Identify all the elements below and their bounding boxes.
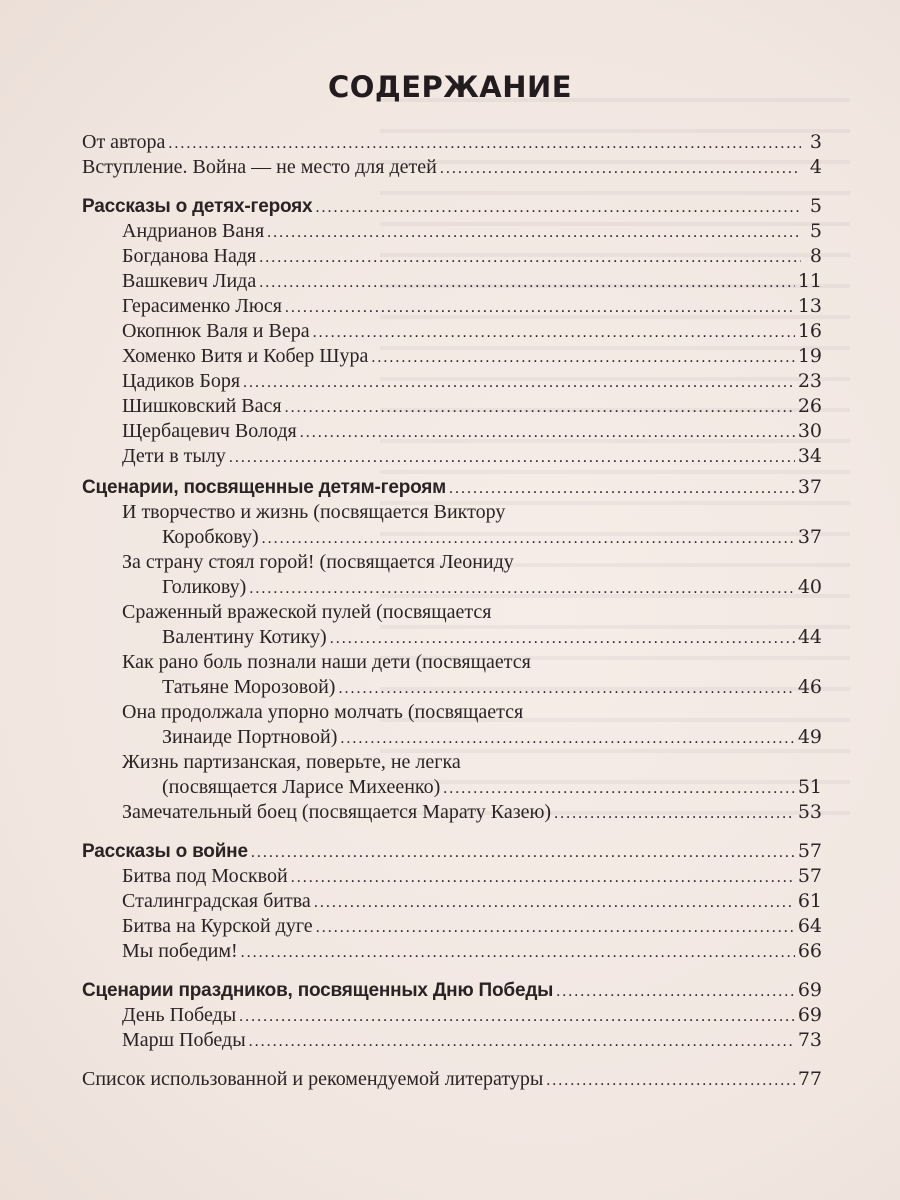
toc-entry-line2: Татьяне Морозовой) ..... 46 [82,675,822,700]
leader-dots [262,526,795,551]
toc-entry-line1: Сраженный вражеской пулей (посвящается [122,601,492,623]
leader-dots [291,865,795,890]
page-number: 40 [797,576,822,598]
toc-entry: Цадиков Боря ..... 23 [82,369,822,394]
leader-dots [239,1004,795,1029]
leader-dots [449,476,795,501]
page-number: 30 [797,420,822,442]
page-number: 57 [797,840,822,862]
leader-dots [249,576,794,601]
leader-dots [340,726,794,751]
page-number: 53 [797,801,822,823]
toc-section-heading: Рассказы о войне ..... 57 [82,839,822,864]
toc-entry: Дети в тылу ..... 34 [82,444,822,469]
page-number: 64 [797,915,822,937]
toc-section-heading: Рассказы о детях-героях ..... 5 [82,194,822,219]
toc-entry: Вашкевич Лида ..... 11 [82,269,822,294]
toc-entry-line2: Коробкову) ..... 37 [82,525,822,550]
leader-dots [313,320,795,345]
toc-entry: От автора ..... 3 [82,130,822,155]
page-number: 23 [797,370,822,392]
leader-dots [316,915,795,940]
leader-dots [338,676,794,701]
leader-dots [443,776,795,801]
page-number: 19 [797,345,822,367]
page-number: 5 [809,220,822,242]
leader-dots [315,195,801,220]
leader-dots [251,840,795,865]
toc-entry-line1: Жизнь партизанская, поверьте, не легка [122,751,461,773]
toc-entry: Вступление. Война — не место для детей ..... 4 [82,155,822,180]
toc-entry: Замечательный боец (посвящается Марату Казею) ..... 53 [82,800,822,825]
page-number: 3 [809,131,822,153]
page-number: 16 [797,320,822,342]
toc-entry: Марш Победы ..... 73 [82,1028,822,1053]
page-number: 13 [797,295,822,317]
page-number: 69 [797,1004,822,1026]
leader-dots [556,979,795,1004]
page-number: 37 [797,526,822,548]
page-number: 37 [797,476,822,498]
toc-entry-line1: Она продолжала упорно молчать (посвящается [122,701,524,723]
page-number: 8 [809,245,822,267]
toc-section-heading: Сценарии праздников, посвященных Дню Победы ..... 69 [82,978,822,1003]
toc-entry-line1: И творчество и жизнь (посвящается Виктору [122,501,506,523]
page-number: 4 [809,156,822,178]
page-number: 46 [797,676,822,698]
page-number: 77 [797,1068,822,1090]
page-number: 69 [797,979,822,1001]
page-number: 11 [797,270,822,292]
leader-dots [285,395,795,420]
toc-section-heading: Сценарии, посвященные детям-героям ..... 37 [82,475,822,500]
leader-dots [259,245,801,270]
leader-dots [300,420,795,445]
leader-dots [241,940,795,965]
leader-dots [440,156,801,181]
toc-entry: Мы победим! ..... 66 [82,939,822,964]
page-number: 49 [797,726,822,748]
toc-entry-line1: Как рано боль познали наши дети (посвящается [122,651,531,673]
leader-dots [168,131,801,156]
toc-entry: Шишковский Вася ..... 26 [82,394,822,419]
page-number: 57 [797,865,822,887]
toc-entry: Битва на Курской дуге ..... 64 [82,914,822,939]
page-number: 73 [797,1029,822,1051]
leader-dots [546,1068,795,1093]
toc-entry: День Победы ..... 69 [82,1003,822,1028]
toc-entry: Андрианов Ваня ..... 5 [82,219,822,244]
page-number: 61 [797,890,822,912]
toc-entry: Хоменко Витя и Кобер Шура ..... 19 [82,344,822,369]
page-number: 5 [809,195,822,217]
toc-entry-line1: За страну стоял горой! (посвящается Леониду [122,551,514,573]
toc-entry: Список использованной и рекомендуемой литературы ..... 77 [82,1067,822,1092]
leader-dots [243,370,795,395]
leader-dots [330,626,795,651]
page-number: 66 [797,940,822,962]
toc-entry: Битва под Москвой ..... 57 [82,864,822,889]
toc-entry: Богданова Надя ..... 8 [82,244,822,269]
page-title: СОДЕРЖАНИЕ [327,70,573,104]
page-number: 26 [797,395,822,417]
toc-entry: Сталинградская битва ..... 61 [82,889,822,914]
leader-dots [314,890,795,915]
table-of-contents [82,130,822,1092]
page-number: 51 [797,776,822,798]
toc-entry: Щербацевич Володя ..... 30 [82,419,822,444]
toc-entry: Окопнюк Валя и Вера ..... 16 [82,319,822,344]
leader-dots [259,270,795,295]
leader-dots [554,801,795,826]
leader-dots [267,220,801,245]
leader-dots [285,295,795,320]
leader-dots [249,1029,795,1054]
toc-entry: Герасименко Люся ..... 13 [82,294,822,319]
page-number: 44 [797,626,822,648]
toc-entry-line2: Зинаиде Портновой) ..... 49 [82,725,822,750]
toc-entry-line2: Валентину Котику) ..... 44 [82,625,822,650]
toc-entry-line2: (посвящается Ларисе Михеенко) ..... 51 [82,775,822,800]
leader-dots [371,345,794,370]
page-number: 34 [797,445,822,467]
toc-entry-line2: Голикову) ..... 40 [82,575,822,600]
leader-dots [229,445,795,470]
